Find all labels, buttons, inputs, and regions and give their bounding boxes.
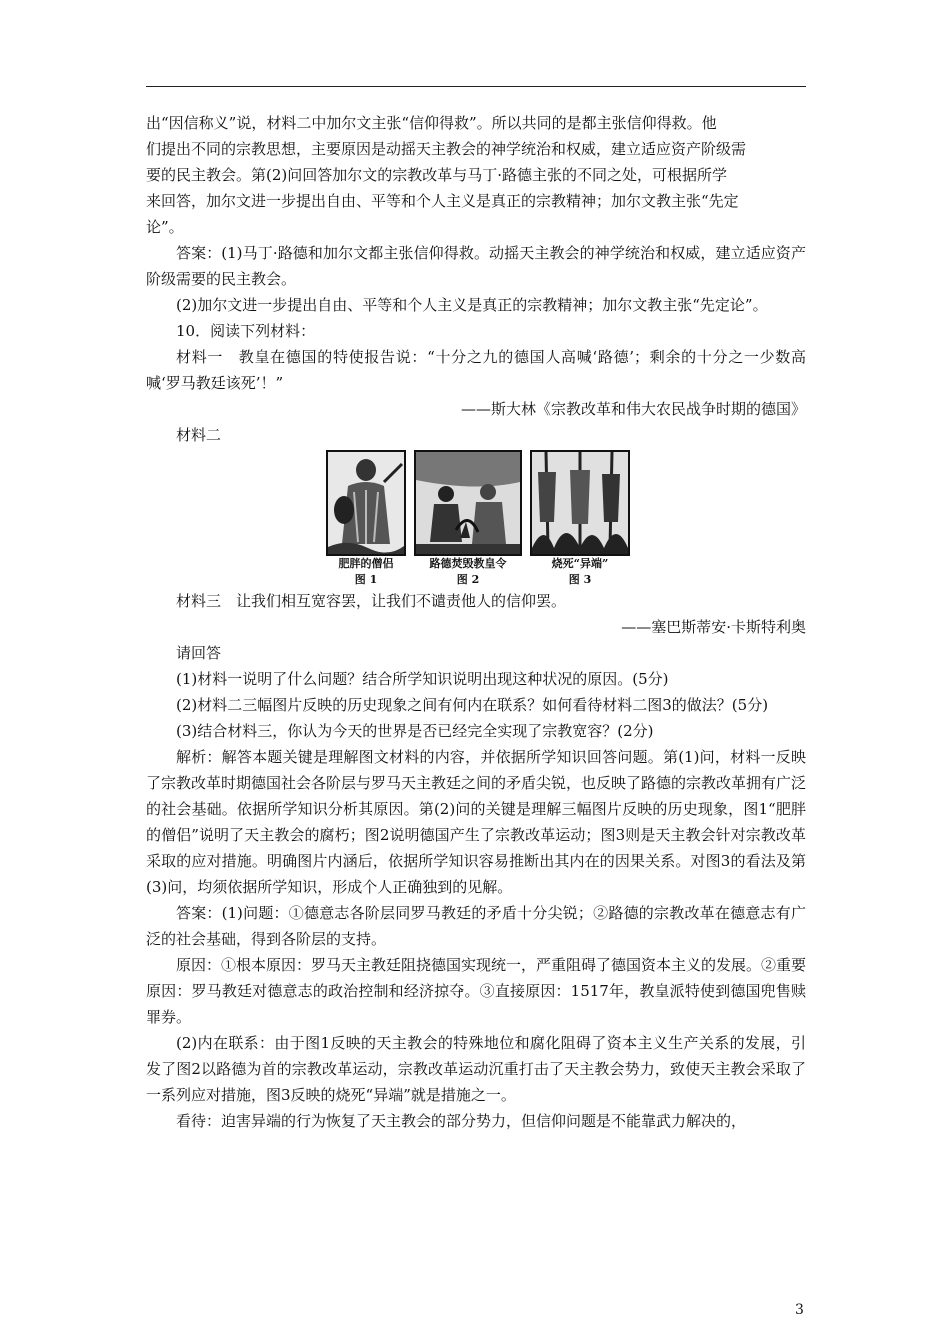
header-rule bbox=[146, 86, 806, 87]
question-heading: 10．阅读下列材料： bbox=[176, 322, 316, 340]
figure-label: 图 3 bbox=[568, 573, 592, 586]
text-line: 们提出不同的宗教思想，主要原因是动摇天主教会的神学统治和权威，建立适应资产阶级需 bbox=[146, 140, 747, 158]
material-one: 材料一 教皇在德国的特使报告说：“十分之九的德国人高喊‘路德’；剩余的十分之一少数高喊‘罗马教廷该死’！” bbox=[146, 348, 806, 392]
reason-paragraph: 原因：①根本原因：罗马天主教廷阻挠德国实现统一，严重阻碍了德国资本主义的发展。②重要原因：罗马教廷对德意志的政治控制和经济掠夺。③直接原因：1517年，教皇派特使到德国兜售赎罪券。 bbox=[146, 956, 807, 1026]
figure-label: 图 1 bbox=[354, 573, 378, 586]
answer-paragraph: (2)加尔文进一步提出自由、平等和个人主义是真正的宗教精神；加尔文教主张“先定论”。 bbox=[176, 296, 768, 314]
prompt-label: 请回答 bbox=[176, 644, 222, 662]
figure-1 bbox=[326, 450, 406, 588]
view-paragraph: 看待：迫害异端的行为恢复了天主教会的部分势力，但信仰问题是不能靠武力解决的， bbox=[176, 1112, 747, 1130]
sub-question-2: (2)材料二三幅图片反映的历史现象之间有何内在联系？如何看待材料二图3的做法？(5分) bbox=[176, 696, 769, 714]
burning-heretics-image bbox=[530, 450, 630, 556]
text-line: 来回答，加尔文进一步提出自由、平等和个人主义是真正的宗教精神；加尔文教主张“先定 bbox=[146, 192, 739, 210]
answer-paragraph: 答案：(1)问题：①德意志各阶层同罗马教廷的矛盾十分尖锐；②路德的宗教改革在德意志有广泛的社会基础，得到各阶层的支持。 bbox=[146, 904, 806, 948]
material-three: 材料三 让我们相互宽容罢，让我们不谴责他人的信仰罢。 bbox=[176, 592, 567, 610]
figure-caption: 肥胖的僧侣 bbox=[338, 557, 394, 570]
text-line: 要的民主教会。第(2)问回答加尔文的宗教改革与马丁·路德主张的不同之处，可根据所学 bbox=[146, 166, 728, 184]
sub-question-3: (3)结合材料三，你认为今天的世界是否已经完全实现了宗教宽容？(2分) bbox=[176, 722, 654, 740]
monk-woodcut-image bbox=[326, 450, 406, 556]
figure-caption: 烧死“异端” bbox=[551, 557, 609, 570]
answer-paragraph: 答案：(1)马丁·路德和加尔文都主张信仰得救。动摇天主教会的神学统治和权威，建立适应资产阶级需要的民主教会。 bbox=[146, 244, 806, 288]
material-three-source: ——塞巴斯蒂安·卡斯特利奥 bbox=[621, 618, 806, 636]
analysis-paragraph: 解析：解答本题关键是理解图文材料的内容，并依据所学知识回答问题。第(1)问，材料一反映了宗教改革时期德国社会各阶层与罗马天主教廷之间的矛盾尖锐，也反映了路德的宗教改革拥有广泛的社会基础。依据所学知识分析其原因。第(2)问的关键是理解三幅图片反映的历史现象，图1“肥胖的僧侣”说明了天主教会的腐朽；图2说明德国产生了宗教改革运动；图3则是天主教会针对宗教改革采取的应对措施。明确图片内涵后，依据所学知识容易推断出其内在的因果关系。对图3的看法及第(3)问，均须依据所学知识，形成个人正确独到的见解。 bbox=[146, 748, 807, 896]
link-paragraph: (2)内在联系：由于图1反映的天主教会的特殊地位和腐化阻碍了资本主义生产关系的发展，引发了图2以路德为首的宗教改革运动，宗教改革运动沉重打击了天主教会势力，致使天主教会采取了一系列应对措施，图3反映的烧死“异端”就是措施之一。 bbox=[146, 1034, 806, 1104]
sub-question-1: (1)材料一说明了什么问题？结合所学知识说明出现这种状况的原因。(5分) bbox=[176, 670, 669, 688]
material-two-label: 材料二 bbox=[176, 426, 222, 444]
figure-caption: 路德焚毁教皇令 bbox=[429, 557, 507, 570]
text-line: 出“因信称义”说，材料二中加尔文主张“信仰得救”。所以共同的是都主张信仰得救。他 bbox=[146, 114, 717, 132]
document-body bbox=[146, 110, 806, 1134]
text-line: 论”。 bbox=[146, 218, 184, 236]
figure-3 bbox=[530, 450, 630, 588]
page-number: 3 bbox=[795, 1302, 804, 1318]
figure-label: 图 2 bbox=[456, 573, 480, 586]
burning-papal-bull-image bbox=[414, 450, 522, 556]
material-one-source: ——斯大林《宗教改革和伟大农民战争时期的德国》 bbox=[460, 400, 806, 418]
figure-row bbox=[146, 450, 806, 588]
figure-2 bbox=[414, 450, 522, 588]
